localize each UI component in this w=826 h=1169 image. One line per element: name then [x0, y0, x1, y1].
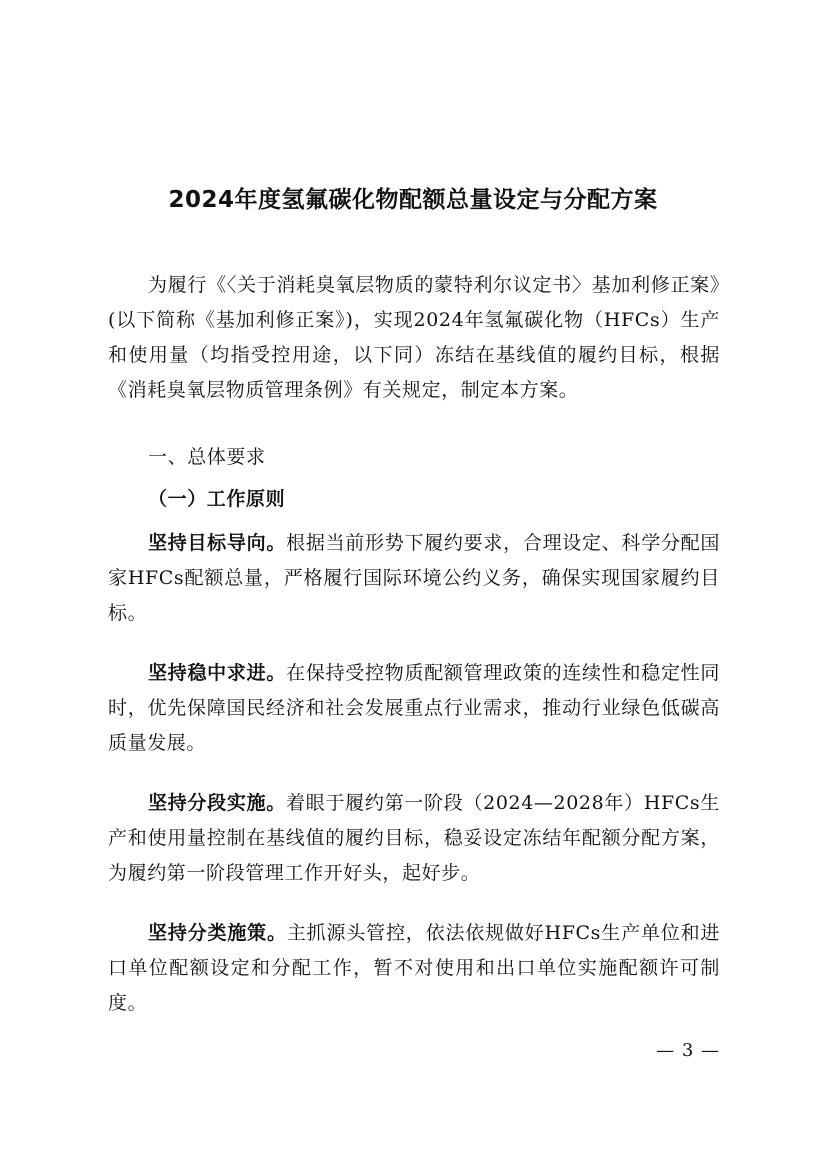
principle-paragraph	[108, 526, 720, 631]
principle-text: 主抓源头管控，依法依规做好HFCs生产单位和进口单位配额设定和分配工作，暂不对使用和出口单位实施配额许可制度。	[108, 922, 721, 1014]
principle-lead: 坚持目标导向。	[148, 532, 287, 554]
principle-lead: 坚持分类施策。	[148, 922, 287, 944]
principle-text: 根据当前形势下履约要求，合理设定、科学分配国家HFCs配额总量，严格履行国际环境公约义务，确保实现国家履约目标。	[108, 532, 721, 624]
principle-lead: 坚持稳中求进。	[148, 662, 287, 684]
section-heading: 一、总体要求	[148, 446, 266, 468]
subsection-heading: （一）工作原则	[148, 488, 286, 510]
principle-lead: 坚持分段实施。	[148, 792, 287, 814]
principle-paragraph	[108, 786, 720, 891]
principle-text: 着眼于履约第一阶段（2024—2028年）HFCs生产和使用量控制在基线值的履约目标，稳妥设定冻结年配额分配方案，为履约第一阶段管理工作开好头，起好步。	[108, 792, 720, 884]
document-title: 2024年度氢氟碳化物配额总量设定与分配方案	[168, 187, 658, 213]
principle-text: 在保持受控物质配额管理政策的连续性和稳定性同时，优先保障国民经济和社会发展重点行业需求，推动行业绿色低碳高质量发展。	[108, 662, 721, 754]
page-number: — 3 —	[656, 1040, 720, 1061]
principle-paragraph	[108, 916, 720, 1021]
intro-paragraph: 为履行《〈关于消耗臭氧层物质的蒙特利尔议定书〉基加利修正案》(以下简称《基加利修正案》)，实现2024年氢氟碳化物（HFCs）生产和使用量（均指受控用途，以下同）冻结在基线值的履约目标，根据《消耗臭氧层物质管理条例》有关规定，制定本方案。	[108, 274, 720, 401]
principle-paragraph	[108, 656, 720, 761]
